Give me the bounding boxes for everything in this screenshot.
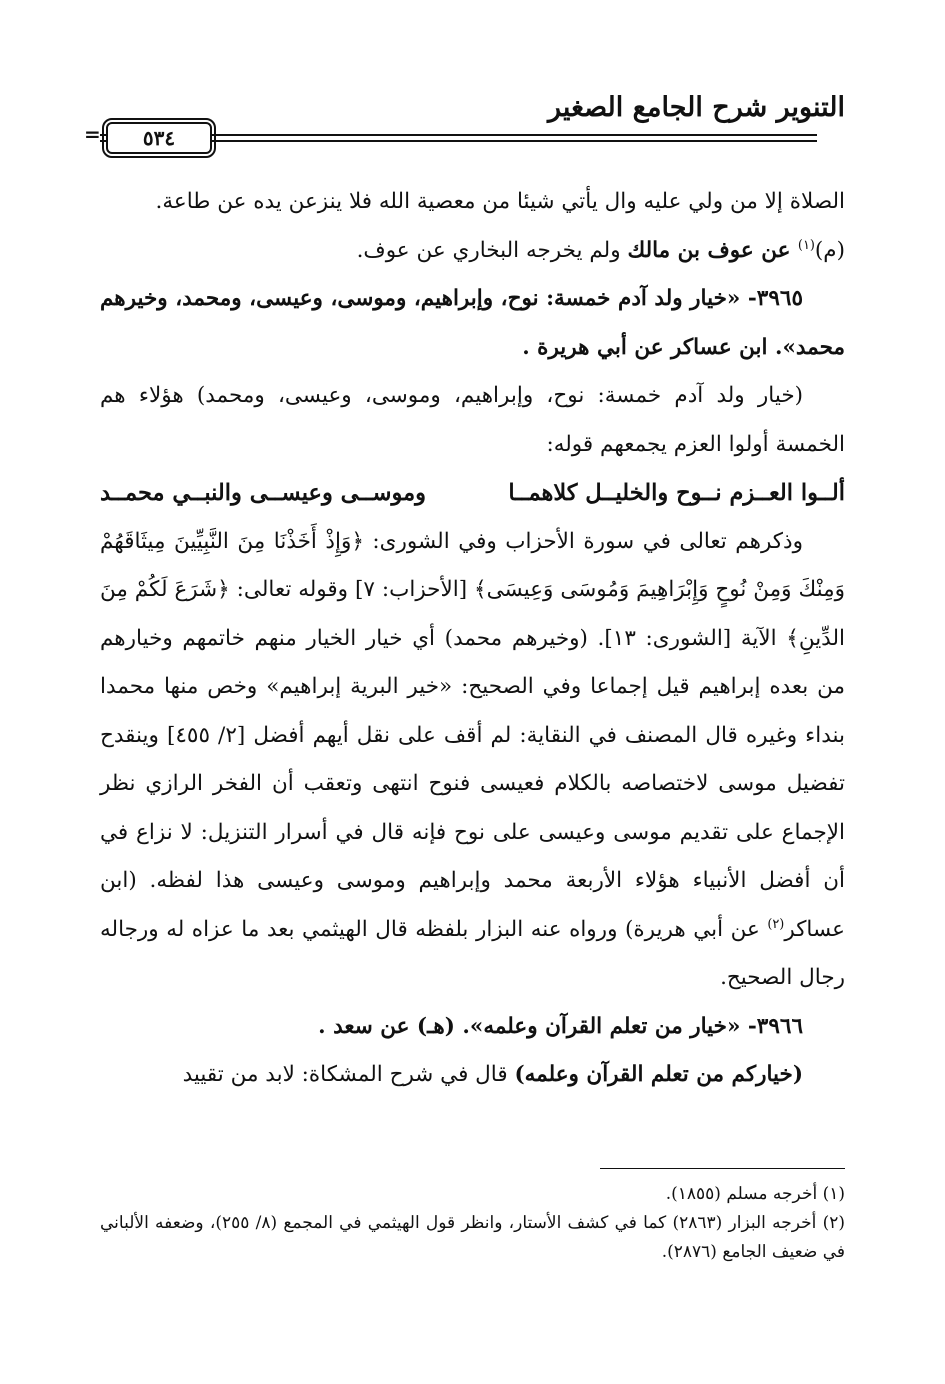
- verse-hemistich: ألــوا العــزم نــوح والخليــل كلاهمــا: [508, 480, 845, 506]
- main-text: [100, 178, 845, 1100]
- paragraph: [100, 227, 845, 276]
- footnote: (٢) أخرجه البزار (٢٨٦٣) كما في كشف الأستار، وانظر قول الهيثمي في المجمع (٨/ ٢٥٥)، وضعفه الألباني في ضعيف الجامع (٢٨٧٦).: [100, 1213, 845, 1262]
- hadith-number: ٣٩٦٥-: [740, 286, 803, 311]
- verse-line: [100, 469, 845, 518]
- paragraph: (خيار ولد آدم خمسة: نوح، وإبراهيم، وموسى، وعيسى، ومحمد) هؤلاء هم الخمسة أولوا العزم يجمعهم قوله:: [100, 383, 845, 457]
- footnote: (١) أخرجه مسلم (١٨٥٥).: [665, 1184, 845, 1204]
- page-number: ٥٣٤: [106, 122, 212, 154]
- source-mark: (م): [814, 237, 845, 263]
- text-span: وذكرهم تعالى في سورة الأحزاب وفي الشورى: ﴿وَإِذْ أَخَذْنَا مِنَ النَّبِيِّينَ مِيثَاقَهُمْ وَمِنْكَ وَمِنْ نُوحٍ وَإِبْرَاهِيمَ وَمُوسَى وَعِيسَى﴾ [الأحزاب: ٧] وقوله تعالى: ﴿شَرَعَ لَكُمْ مِنَ الدِّينِ﴾ الآية [الشورى: ١٣]. (وخيرهم محمد) أي خيار الخيار منهم خاتمهم وخيارهم من بعده إبراهيم قيل إجماعا وفي الصحيح: «خير البرية إبراهيم» وخص منها محمدا بنداء وغيره قال المصنف في النقاية: لم أقف على نقل أيهم أفضل [٢/ ٤٥٥] وينقدح تفضيل موسى لاختصاصه بالكلام فعيسى فنوح انتهى وتعقب أن الفخر الرازي نظر الإجماع على تقديم موسى وعيسى على نوح فإنه قال في أسرار التنزيل: لا نزاع في أن أفضل الأنبياء هؤلاء الأربعة محمد وإبراهيم وموسى وعيسى هذا لفظه. (ابن عساكر: [100, 528, 845, 942]
- paragraph: الصلاة إلا من ولي عليه وال يأتي شيئا من معصية الله فلا ينزعن يده عن طاعة.: [155, 189, 845, 214]
- hadith-entry: ٣٩٦٦- «خيار من تعلم القرآن وعلمه». (هـ) عن سعد .: [318, 1013, 803, 1039]
- footnote-separator: [600, 1168, 845, 1169]
- footnote-ref: (١): [797, 237, 815, 253]
- page-header: [84, 92, 845, 152]
- footnote-ref: (٢): [767, 916, 785, 932]
- running-title: التنوير شرح الجامع الصغير: [548, 92, 845, 123]
- paragraph: [100, 518, 845, 1003]
- text-span: قال في شرح المشكاة: لابد من تقييد: [182, 1062, 515, 1087]
- quoted-hadith: (خياركم من تعلم القرآن وعلمه): [514, 1062, 803, 1087]
- verse-hemistich: وموســى وعيســى والنبــي محمــد: [100, 480, 426, 506]
- footnotes: [100, 1180, 845, 1267]
- text-span: عن أبي هريرة) ورواه عنه البزار بلفظه قال الهيثمي بعد ما عزاه له ورجاله رجال الصحيح.: [100, 916, 845, 990]
- narrator: عن عوف بن مالك: [627, 237, 798, 263]
- text-span: ولم يخرجه البخاري عن عوف.: [356, 237, 628, 263]
- header-mark: =: [84, 122, 101, 146]
- hadith-entry: [100, 275, 845, 372]
- paragraph: [100, 1051, 845, 1100]
- hadith-text: «خيار ولد آدم خمسة: نوح، وإبراهيم، وموسى، وعيسى، ومحمد، وخيرهم محمد». ابن عساكر عن أبي هريرة .: [100, 286, 845, 360]
